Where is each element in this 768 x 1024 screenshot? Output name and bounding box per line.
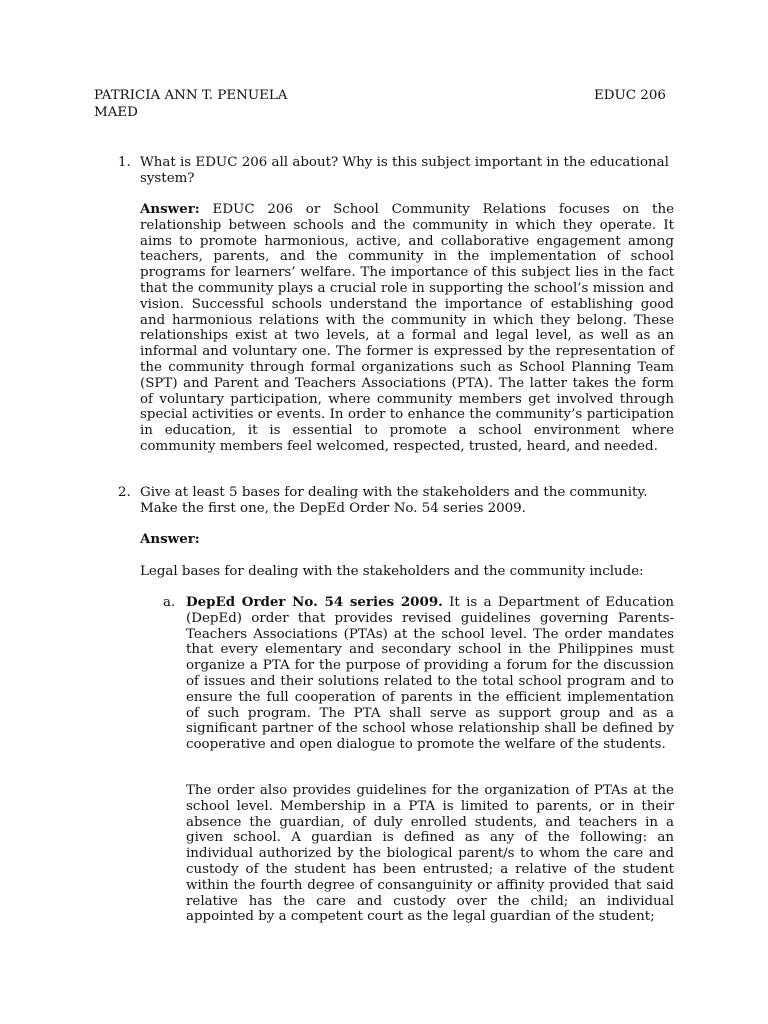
question-2-number: 2.: [118, 485, 131, 500]
author-name: PATRICIA ANN T. PENUELA: [94, 88, 288, 103]
course-code: EDUC 206: [594, 88, 666, 103]
answer-body: EDUC 206 or School Community Relations focuses on the relationship between schools and the community in which they operate. It aims to promote harmonious, active, and collaborative engagement among teachers, parents, and the community in the implementation of school programs for learners’ welfare. The importance of this subject lies in the fact that the community plays a crucial role in supporting the school’s mission and vision. Successful schools understand the importance of establishing good and harmonious relations with the community in which they belong. These relationships exist at two levels, at a formal and legal level, as well as an informal and voluntary one. The former is expressed by the representation of the community through formal organizations such as School Planning Team (SPT) and Parent and Teachers Associations (PTA). The latter takes the form of voluntary participation, where community members get involved through special activities or events. In order to enhance the community’s participation in education, it is essential to promote a school environment where community members feel welcomed, respected, trusted, heard, and needed.: [140, 202, 674, 454]
question-1-number: 1.: [118, 155, 131, 170]
item-a-continuation: The order also provides guidelines for the organization of PTAs at the school level. Membership in a PTA is limited to parents, or in their absence the guardian, of duly enrolled students, and teachers in a given school. A guardian is defined as any of the following: an individual authorized by the biological parent/s to whom the care and custody of the student has been entrusted; a relative of the student within the fourth degree of consanguinity or affinity provided that said relative has the care and custody over the child; an individual appointed by a competent court as the legal guardian of the student;: [186, 783, 674, 925]
question-2-text: Give at least 5 bases for dealing with the stakeholders and the community. Make the first one, the DepEd Order No. 54 series 2009.: [140, 485, 648, 516]
degree-program: MAED: [94, 105, 138, 120]
question-2-intro: Legal bases for dealing with the stakeholders and the community include:: [140, 564, 644, 579]
question-1-text: What is EDUC 206 all about? Why is this subject important in the educational system?: [140, 155, 669, 186]
item-a-title: DepEd Order No. 54 series 2009.: [186, 594, 443, 610]
item-a-label: a.: [163, 595, 176, 610]
answer-label: Answer:: [140, 201, 200, 217]
question-1-answer: [140, 202, 674, 455]
answer-label: Answer:: [140, 531, 200, 547]
item-a-body: [186, 595, 674, 753]
item-a-text: It is a Department of Education (DepEd) order that provides revised guidelines governing Parents-Teachers Associations (PTAs) at the school level. The order mandates that every elementary and secondary school in the Philippines must organize a PTA for the purpose of providing a forum for the discussion of issues and their solutions related to the total school program and to ensure the full cooperation of parents in the efficient implementation of such program. The PTA shall serve as support group and as a significant partner of the school whose relationship shall be defined by cooperative and open dialogue to promote the welfare of the students.: [186, 595, 675, 753]
